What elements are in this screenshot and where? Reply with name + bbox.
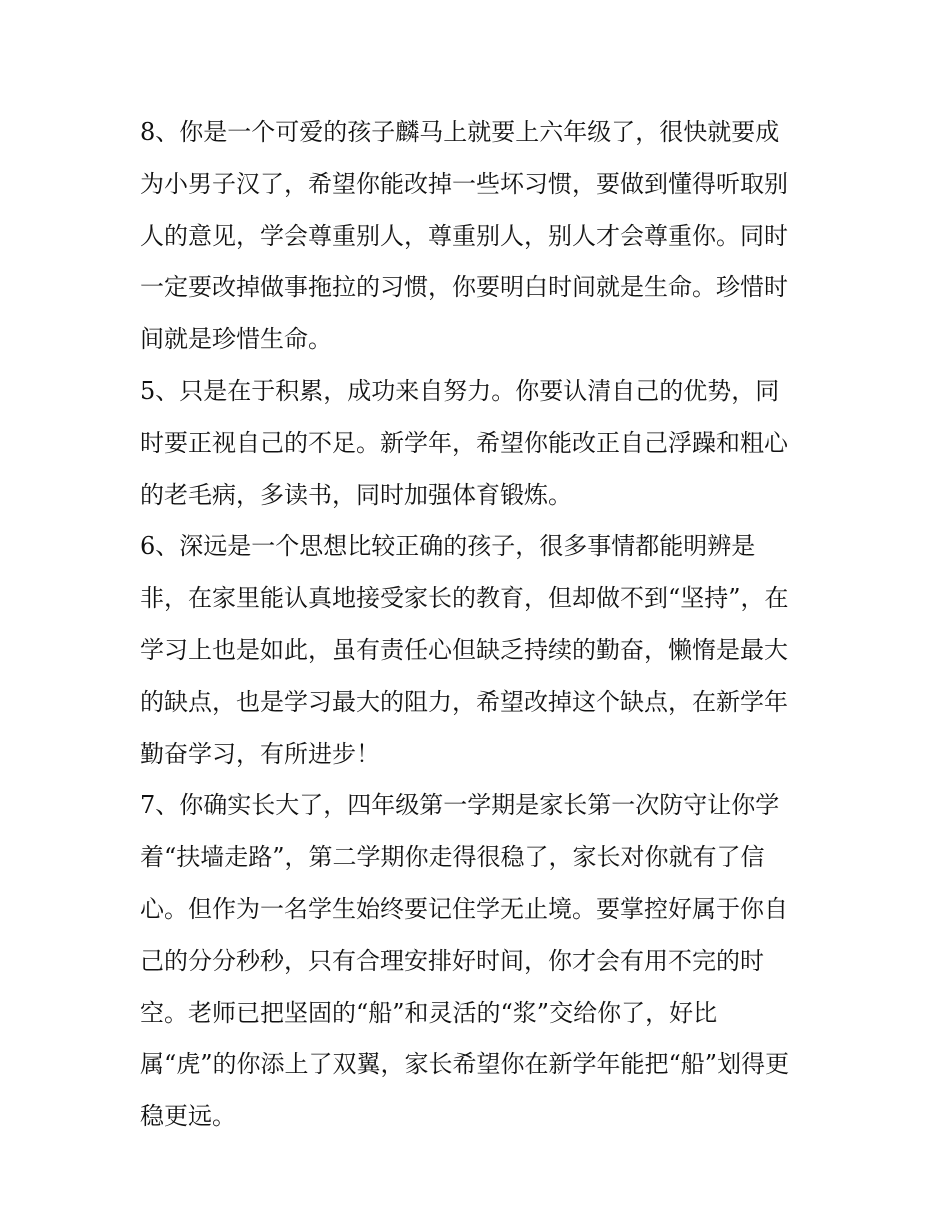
text-line: 学习上也是如此，虽有责任心但缺乏持续的勤奋，懒惰是最大 [140,635,788,664]
text-line: 的老毛病，多读书，同时加强体育锻炼。 [140,480,572,509]
text-line: 己的分分秒秒，只有合理安排好时间，你才会有用不完的时 [140,946,764,975]
text-line: 人的意见，学会尊重别人，尊重别人，别人才会尊重你。同时 [140,221,788,250]
text-line: 勤奋学习，有所进步！ [140,739,380,768]
text-line: 空。老师已把坚固的“船”和灵活的“浆”交给你了，好比 [140,998,718,1027]
text-line: 为小男子汉了，希望你能改掉一些坏习惯，要做到懂得听取别 [140,169,788,198]
text-line: 着“扶墙走路”，第二学期你走得很稳了，家长对你就有了信 [140,843,765,872]
text-line: 8、你是一个可爱的孩子麟马上就要上六年级了，很快就要成 [140,118,780,146]
text-line: 一定要改掉做事拖拉的习惯，你要明白时间就是生命。珍惜时 [140,273,788,302]
text-line: 非，在家里能认真地接受家长的教育，但却做不到“坚持”，在 [140,584,789,613]
text-line: 间就是珍惜生命。 [140,325,332,354]
text-line: 7、你确实长大了，四年级第一学期是家长第一次防守让你学 [140,791,780,820]
text-line: 属“虎”的你添上了双翼，家长希望你在新学年能把“船”划得更 [140,1050,790,1079]
text-line: 稳更远。 [140,1102,236,1131]
document-body [140,107,820,1143]
text-line: 6、深远是一个思想比较正确的孩子，很多事情都能明辨是 [140,532,756,561]
text-line: 心。但作为一名学生始终要记住学无止境。要掌控好属于你自 [140,894,788,923]
text-line: 时要正视自己的不足。新学年，希望你能改正自己浮躁和粗心 [140,428,788,457]
text-line: 5、只是在于积累，成功来自努力。你要认清自己的优势，同 [140,376,780,405]
text-line: 的缺点，也是学习最大的阻力，希望改掉这个缺点，在新学年 [140,687,788,716]
